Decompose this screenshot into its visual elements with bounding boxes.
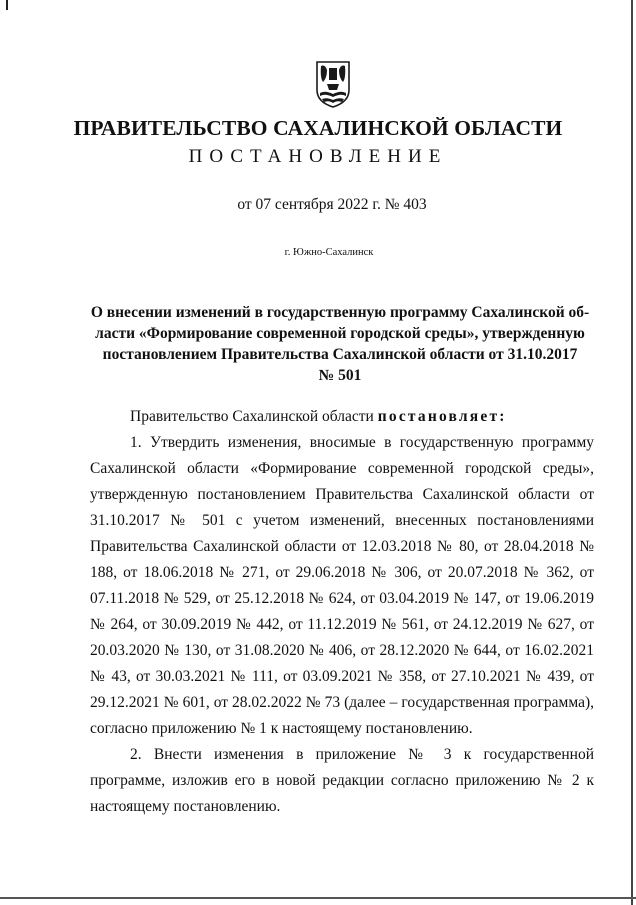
subject-line: постановлением Правительства Сахалинской области от 31.10.2017 bbox=[102, 346, 578, 363]
coat-of-arms-icon bbox=[315, 60, 351, 108]
paragraph-1: 1. Утвердить изменения, вносимые в государственную программу Сахалинской области «Формирование современной городской среды», утвержденную постановлением Правительства Сахалинской области от 31.10.2017 № 501 с учетом изменений, внесенных постановлениями Правительства Сахалинской области от 12.03.2018 № 80, от 28.04.2018 № 188, от 18.06.2018 № 271, от 29.06.2018 № 306, от 20.07.2018 № 362, от 07.11.2018 № 529, от 25.12.2018 № 624, от 03.04.2019 № 147, от 19.06.2019 № 264, от 30.09.2019 № 442, от 11.12.2019 № 561, от 24.12.2019 № 627, от 20.03.2020 № 130, от 31.08.2020 № 406, от 28.12.2020 № 644, от 16.02.2021 № 43, от 30.03.2021 № 111, от 03.09.2021 № 358, от 27.10.2021 № 439, от 29.12.2021 № 601, от 28.02.2022 № 73 (далее – государственная программа), согласно приложению № 1 к настоящему постановлению. bbox=[90, 434, 594, 737]
subject-line: О внесении изменений в государственную программу Сахалинской об- bbox=[90, 304, 590, 321]
document-type: ПОСТАНОВЛЕНИЕ bbox=[188, 146, 448, 167]
subject-line: № 501 bbox=[318, 367, 362, 384]
resolves-keyword: постановляет: bbox=[377, 408, 507, 425]
scan-artifact-top-left bbox=[6, 0, 8, 10]
decree-subject bbox=[90, 302, 590, 386]
intro-prefix: Правительство Сахалинской области bbox=[130, 408, 378, 425]
intro-paragraph bbox=[90, 404, 594, 430]
decree-body bbox=[90, 404, 594, 820]
city-name: г. Южно-Сахалинск bbox=[284, 247, 374, 258]
decree-date-number: от 07 сентября 2022 г. № 403 bbox=[237, 196, 427, 213]
subject-line: ласти «Формирование современной городской среды», утвержденную bbox=[95, 325, 585, 342]
government-title: ПРАВИТЕЛЬСТВО САХАЛИНСКОЙ ОБЛАСТИ bbox=[73, 116, 563, 140]
scan-artifact-bottom bbox=[0, 897, 636, 899]
paragraph-2: 2. Внести изменения в приложение № 3 к государственной программе, изложив его в новой редакции согласно приложению № 2 к настоящему постановлению. bbox=[90, 746, 594, 815]
